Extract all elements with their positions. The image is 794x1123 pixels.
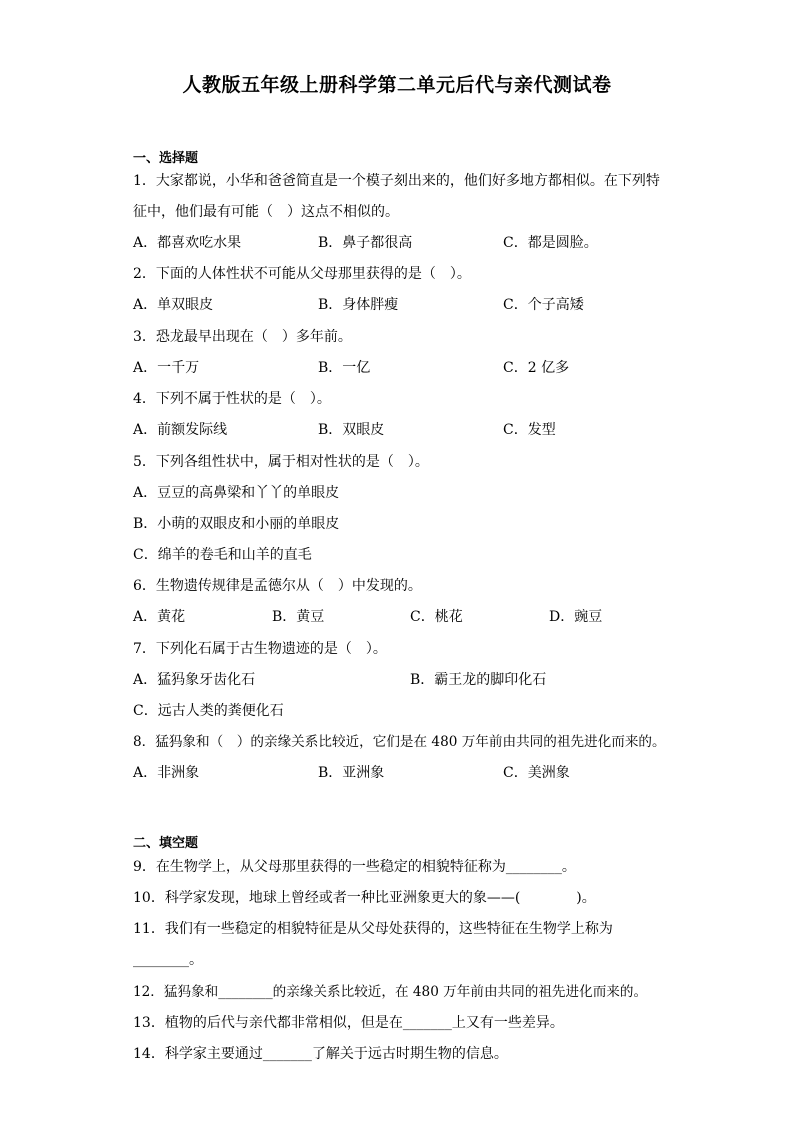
question-1-option-a: A．都喜欢吃水果 — [133, 235, 242, 251]
question-7-option-a: A．猛犸象牙齿化石 — [133, 672, 256, 688]
question-7-text: 7．下列化石属于古生物遗迹的是（ ）。 — [133, 641, 387, 657]
question-1-option-b: B．鼻子都很高 — [318, 235, 413, 251]
question-11-text-cont: ________。 — [133, 952, 203, 968]
question-6-text: 6．生物遗传规律是孟德尔从（ ）中发现的。 — [133, 578, 422, 594]
question-7-option-b: B．霸王龙的脚印化石 — [410, 672, 547, 688]
question-5-option-a: A．豆豆的高鼻梁和丫丫的单眼皮 — [133, 485, 340, 501]
question-3-option-b: B．一亿 — [318, 360, 371, 376]
page-title: 人教版五年级上册科学第二单元后代与亲代测试卷 — [182, 74, 612, 96]
question-8-option-a: A．非洲象 — [133, 765, 200, 781]
question-13-text: 13．植物的后代与亲代都非常相似，但是在_______上又有一些差异。 — [133, 1015, 564, 1031]
question-7-option-c: C．远古人类的粪便化石 — [133, 703, 284, 719]
question-2-option-b: B．身体胖瘦 — [318, 297, 399, 313]
question-5-text: 5．下列各组性状中，属于相对性状的是（ ）。 — [133, 454, 429, 470]
question-3-option-c: C．2 亿多 — [503, 360, 570, 376]
question-2-option-a: A．单双眼皮 — [133, 297, 214, 313]
question-8-option-c: C．美洲象 — [503, 765, 570, 781]
question-12-text: 12．猛犸象和________的亲缘关系比较近，在 480 万年前由共同的祖先进化而来的。 — [133, 984, 648, 1000]
question-1-text: 1．大家都说，小华和爸爸简直是一个模子刻出来的，他们好多地方都相似。在下列特 — [133, 173, 660, 189]
question-10-text: 10．科学家发现，地球上曾经或者一种比亚洲象更大的象——( )。 — [133, 890, 596, 906]
question-6-option-b: B．黄豆 — [272, 609, 325, 625]
question-8-text: 8．猛犸象和（ ）的亲缘关系比较近，它们是在 480 万年前由共同的祖先进化而来的。 — [133, 734, 666, 750]
question-1-text-cont: 征中，他们最有可能（ ）这点不相似的。 — [133, 204, 399, 220]
question-3-text: 3．恐龙最早出现在（ ）多年前。 — [133, 329, 352, 345]
question-2-option-c: C．个子高矮 — [503, 297, 584, 313]
section-heading-choice: 一、选择题 — [133, 151, 199, 166]
question-4-text: 4．下列不属于性状的是（ ）。 — [133, 391, 331, 407]
section-heading-fill-blank: 二、填空题 — [133, 836, 199, 851]
question-6-option-c: C．桃花 — [410, 609, 463, 625]
question-2-text: 2．下面的人体性状不可能从父母那里获得的是（ ）。 — [133, 266, 471, 282]
question-6-option-d: D．豌豆 — [549, 609, 603, 625]
question-8-option-b: B．亚洲象 — [318, 765, 385, 781]
question-5-option-b: B．小萌的双眼皮和小丽的单眼皮 — [133, 516, 340, 532]
question-4-option-a: A．前额发际线 — [133, 422, 228, 438]
question-5-option-c: C．绵羊的卷毛和山羊的直毛 — [133, 547, 312, 563]
question-3-option-a: A．一千万 — [133, 360, 200, 376]
question-11-text: 11．我们有一些稳定的相貌特征是从父母处获得的，这些特征在生物学上称为 — [133, 921, 613, 937]
question-6-option-a: A．黄花 — [133, 609, 186, 625]
question-9-text: 9．在生物学上，从父母那里获得的一些稳定的相貌特征称为________。 — [133, 859, 576, 875]
question-14-text: 14．科学家主要通过_______了解关于远古时期生物的信息。 — [133, 1046, 508, 1062]
question-4-option-c: C．发型 — [503, 422, 556, 438]
question-1-option-c: C．都是圆脸。 — [503, 235, 598, 251]
question-4-option-b: B．双眼皮 — [318, 422, 385, 438]
